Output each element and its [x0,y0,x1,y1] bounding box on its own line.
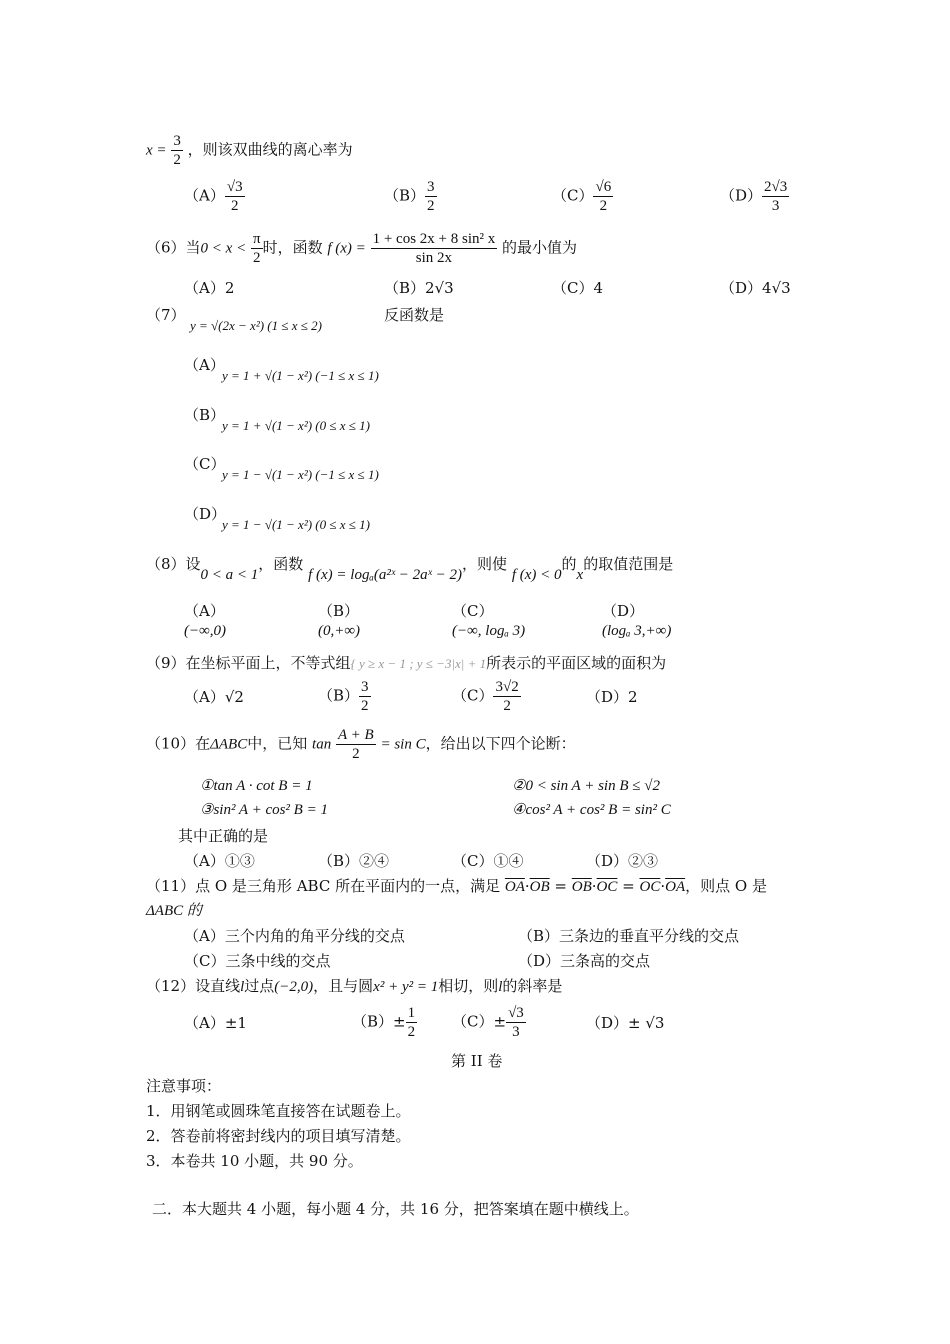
q6-func: f (x) = [327,240,366,257]
q7-option-c-label: （C） [184,455,226,473]
q5-option-a: （A） $\frac{√3}{2}$ [184,179,243,214]
q12-stem: （12）设直线l过点(−2,0)，且与圆x² + y² = 1相切，则l的斜率是 [146,977,563,995]
q7-option-b: y = 1 + √(1 − x²) (0 ≤ x ≤ 1) [222,418,370,433]
q10-statement-3: ③sin² A + cos² B = 1 [200,802,328,818]
notice-1: 1．用钢笔或圆珠笔直接答在试题卷上。 [146,1102,411,1120]
q10-statement-1: ①tan A · cot B = 1 [200,778,313,794]
q5-option-b: （B） $\frac{3}{2}$ [384,179,435,214]
q10-option-a: （A）①③ [184,852,255,870]
q10-stem: （10）在ΔABC中，已知 tan $\frac{A + B}{2}$ = sin C，给出以下四个论断： [146,727,576,762]
q5-stem [146,132,353,169]
section-2-heading: 二．本大题共 4 小题，每小题 4 分，共 16 分，把答案填在题中横线上。 [152,1200,639,1218]
q12-option-c: （C）± $\frac{√3}{3}$ [452,1005,524,1040]
q8-option-b: （B） (0,+∞) [318,602,361,639]
q7-option-c: y = 1 − √(1 − x²) (−1 ≤ x ≤ 1) [222,467,379,482]
q5-tail: ，则该双曲线的离心率为 [187,140,353,159]
q11-stem: （11）点 O 是三角形 ABC 所在平面内的一点，满足 $\overline{OA}\cdot\overline{OB} = \overline{OB}\cdot\overline{OC} = \overline{OC}\cdot\overline{OA}$，则点 O 是 [146,877,767,895]
q10-option-c: （C）①④ [452,852,524,870]
q8-option-d: （D） (logₐ 3,+∞) [602,602,672,639]
q6-option-b: （B）2√3 [384,279,454,297]
notice-3: 3．本卷共 10 小题，共 90 分。 [146,1152,363,1170]
q6-stem: （6）当0 < x < $\frac{\pi}{2}$ 时，函数 f (x) = $\frac{\text{1 + cos 2x + 8 sin² x}}{\sin 2x}$ 的最小值为 [146,231,578,266]
q9-option-d: （D）2 [586,688,638,706]
q12-option-a: （A）±1 [184,1014,247,1032]
q7-option-a-label: （A） [184,356,225,374]
q12-option-d: （D）± √3 [586,1014,665,1032]
q9-stem: （9）在坐标平面上，不等式组{ y ≥ x − 1 ; y ≤ −3|x| + 1所表示的平面区域的面积为 [146,654,667,672]
q5-lead-var: x = [146,142,167,159]
q7-option-b-label: （B） [184,406,226,424]
q10-statement-4: ④cos² A + cos² B = sin² C [512,802,671,818]
q7-option-d: y = 1 − √(1 − x²) (0 ≤ x ≤ 1) [222,517,370,532]
q5-lead-fraction: $\frac{3}{2}$ [173,133,181,168]
q5-option-d: （D） $\frac{2√3}{3}$ [720,179,788,214]
q7-option-a: y = 1 + √(1 − x²) (−1 ≤ x ≤ 1) [222,368,379,383]
q10-option-d: （D）②③ [586,852,659,870]
q9-option-a: （A）√2 [184,688,244,706]
part2-title: 第 II 卷 [451,1052,503,1070]
q6-cond: 0 < x < [200,240,247,257]
q8-stem: （8）设0 < a < 1，函数 f (x) = logₐ(a²ˣ − 2aˣ − 2)，则使 f (x) < 0的x的取值范围是 [146,555,674,583]
q7-function: y = √(2x − x²) (1 ≤ x ≤ 2) [190,318,322,333]
q9-system: { y ≥ x − 1 ; y ≤ −3|x| + 1 [350,656,487,671]
q6-option-a: （A）2 [184,279,235,297]
q7-prefix: （7） [146,306,186,324]
q9-option-b: （B） $\frac{3}{2}$ [318,679,369,714]
notice-title: 注意事项： [146,1077,222,1095]
q10-option-b: （B）②④ [318,852,390,870]
q10-statement-2: ②0 < sin A + sin B ≤ √2 [512,778,660,794]
q12-option-b: （B）± $\frac{1}{2}$ [352,1005,416,1040]
q5-option-c: （C） $\frac{√6}{2}$ [552,179,612,214]
q6-option-c: （C）4 [552,279,604,297]
q11-line2: ΔABC 的 [146,903,202,919]
q11-option-c: （C）三条中线的交点 [184,952,331,970]
q11-option-a: （A）三个内角的角平分线的交点 [184,927,405,945]
q9-option-c: （C） $\frac{3√2}{2}$ [452,679,519,714]
notice-2: 2．答卷前将密封线内的项目填写清楚。 [146,1127,411,1145]
q8-option-a: （A） (−∞,0) [184,602,227,639]
q11-option-b: （B）三条边的垂直平分线的交点 [518,927,740,945]
q10-correct-prompt: 其中正确的是 [178,827,269,845]
q7-option-d-label: （D） [184,505,227,523]
q6-option-d: （D）4√3 [720,279,791,297]
q7-tail: 反函数是 [384,306,445,324]
q8-option-c: （C） (−∞, logₐ 3) [452,602,526,639]
q11-option-d: （D）三条高的交点 [518,952,651,970]
